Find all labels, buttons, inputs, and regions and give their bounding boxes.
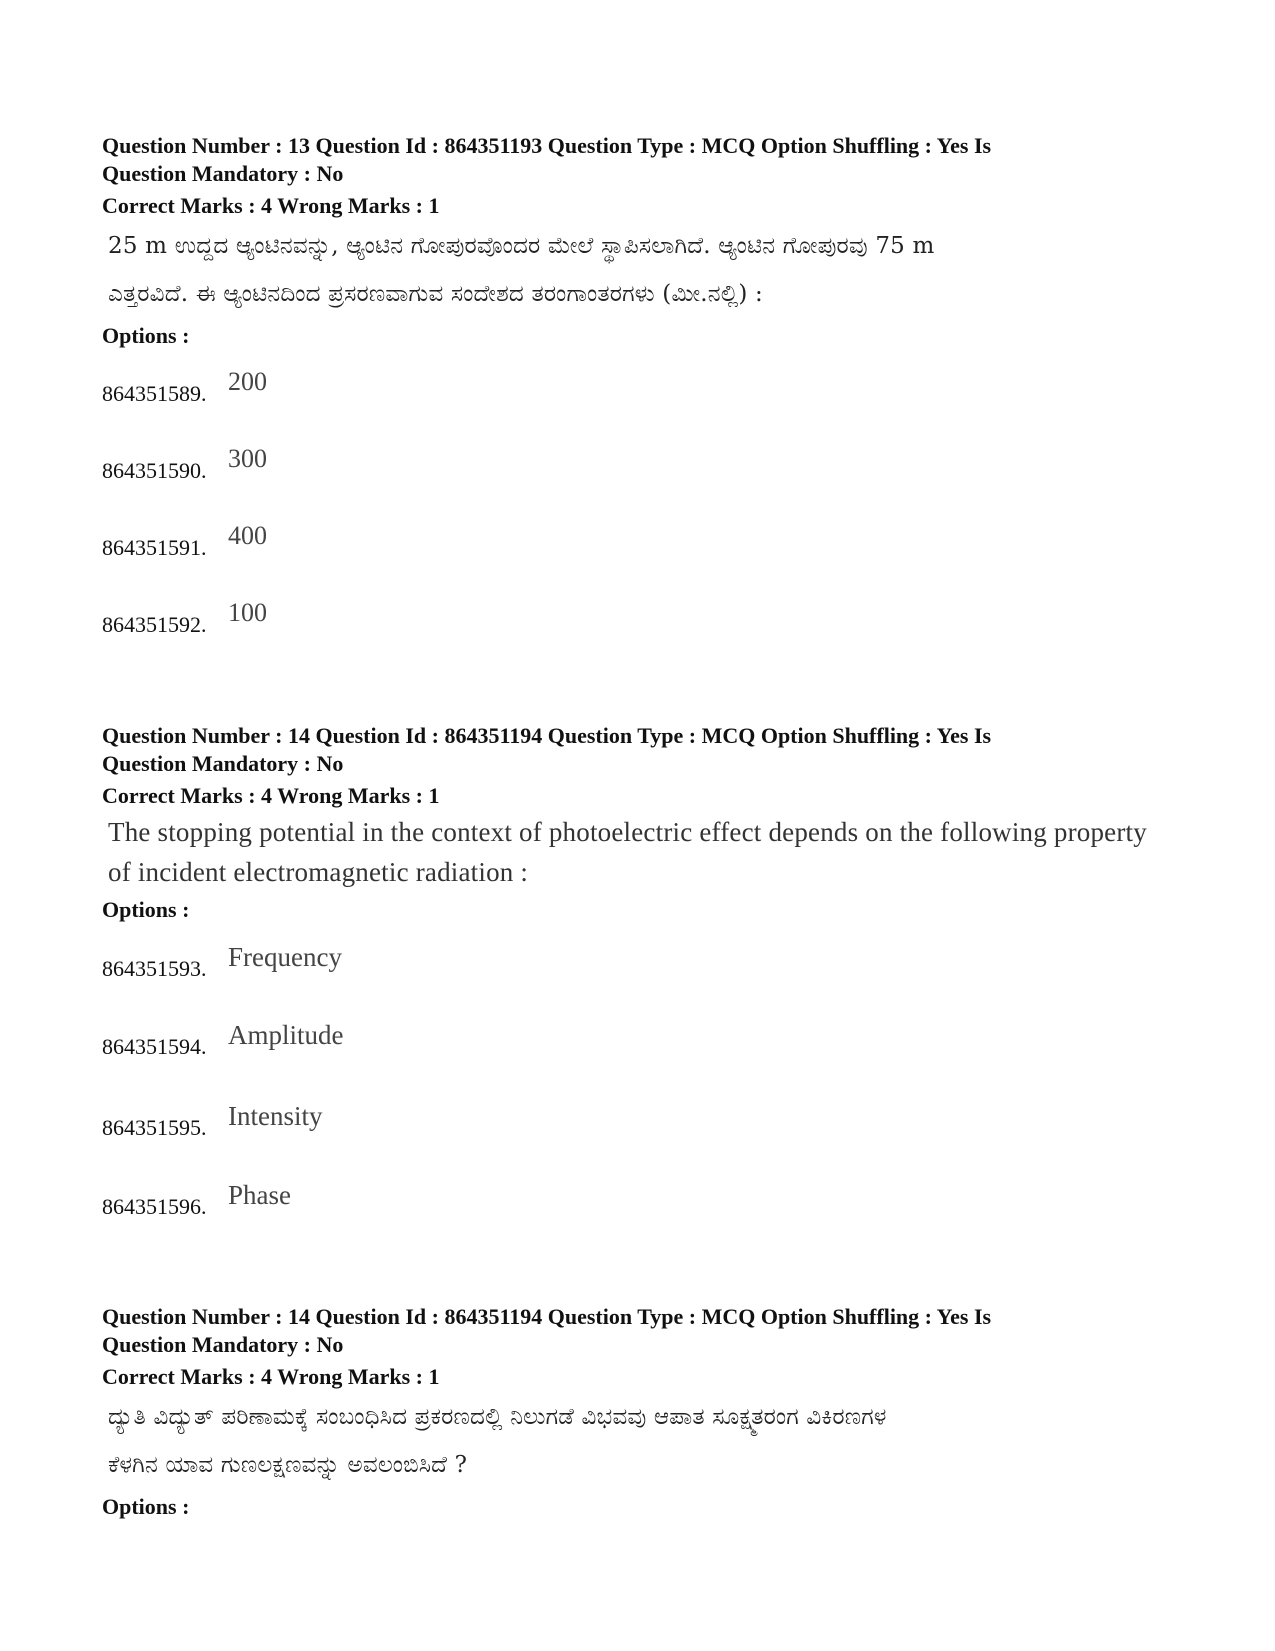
question-text-line: 25 m ಉದ್ದದ ಆ್ಯಂಟಿನವನ್ನು, ಆ್ಯಂಟಿನ ಗೋಪುರವೊಂದರ ಮೇಲೆ ಸ್ಥಾಪಿಸಲಾಗಿದೆ. ಆ್ಯಂಟಿನ ಗೋಪುರವು 75 m bbox=[108, 233, 935, 259]
question-block-14-kn bbox=[102, 1303, 1182, 1521]
question-meta: Question Number : 14 Question Id : 864351194 Question Type : MCQ Option Shuffling : Yes Is bbox=[102, 1304, 992, 1329]
question-text-line: ಎತ್ತರವಿದೆ. ಈ ಆ್ಯಂಟಿನದಿಂದ ಪ್ರಸರಣವಾಗುವ ಸಂದೇಶದ ತರಂಗಾಂತರಗಳು (ಮೀ.ನಲ್ಲಿ) : bbox=[108, 281, 764, 307]
option-id: 864351591. bbox=[102, 535, 207, 560]
question-mandatory: Question Mandatory : No bbox=[102, 1332, 344, 1357]
question-text-line: ಕೆಳಗಿನ ಯಾವ ಗುಣಲಕ್ಷಣವನ್ನು ಅವಲಂಬಿಸಿದೆ ? bbox=[108, 1452, 468, 1478]
option-id: 864351590. bbox=[102, 458, 207, 483]
option-id: 864351595. bbox=[102, 1115, 207, 1140]
option-value: Frequency bbox=[228, 942, 342, 972]
options-label: Options : bbox=[102, 323, 190, 348]
question-marks: Correct Marks : 4 Wrong Marks : 1 bbox=[102, 783, 440, 808]
question-marks: Correct Marks : 4 Wrong Marks : 1 bbox=[102, 1364, 440, 1389]
question-text bbox=[108, 1393, 1182, 1489]
question-meta: Question Number : 13 Question Id : 864351193 Question Type : MCQ Option Shuffling : Yes Is bbox=[102, 133, 992, 158]
option-id: 864351593. bbox=[102, 956, 207, 981]
question-text-line: of incident electromagnetic radiation : bbox=[108, 857, 529, 887]
question-text bbox=[108, 222, 1182, 318]
question-text-line: The stopping potential in the context of photoelectric effect depends on the following property bbox=[108, 817, 1147, 847]
option-value: Phase bbox=[228, 1180, 291, 1210]
option-id: 864351589. bbox=[102, 381, 207, 406]
question-block-13 bbox=[102, 132, 1182, 350]
options-label: Options : bbox=[102, 1494, 190, 1519]
option-id: 864351592. bbox=[102, 612, 207, 637]
question-marks: Correct Marks : 4 Wrong Marks : 1 bbox=[102, 193, 440, 218]
option-value: 400 bbox=[228, 521, 267, 550]
option-value: 100 bbox=[228, 598, 267, 627]
option-id: 864351594. bbox=[102, 1034, 207, 1059]
question-text bbox=[108, 812, 1182, 892]
option-value: Intensity bbox=[228, 1101, 323, 1131]
question-meta: Question Number : 14 Question Id : 864351194 Question Type : MCQ Option Shuffling : Yes Is bbox=[102, 723, 992, 748]
question-block-14-en bbox=[102, 722, 1182, 924]
option-value: 300 bbox=[228, 444, 267, 473]
option-value: Amplitude bbox=[228, 1020, 344, 1050]
options-label: Options : bbox=[102, 897, 190, 922]
question-mandatory: Question Mandatory : No bbox=[102, 751, 344, 776]
question-text-line: ದ್ಯುತಿ ವಿದ್ಯುತ್ ಪರಿಣಾಮಕ್ಕೆ ಸಂಬಂಧಿಸಿದ ಪ್ರಕರಣದಲ್ಲಿ ನಿಲುಗಡೆ ವಿಭವವು ಆಪಾತ ಸೂಕ್ಷ್ಮತರಂಗ ವಿಕಿರಣಗಳ bbox=[108, 1404, 887, 1430]
question-mandatory: Question Mandatory : No bbox=[102, 161, 344, 186]
option-value: 200 bbox=[228, 367, 267, 396]
option-id: 864351596. bbox=[102, 1194, 207, 1219]
